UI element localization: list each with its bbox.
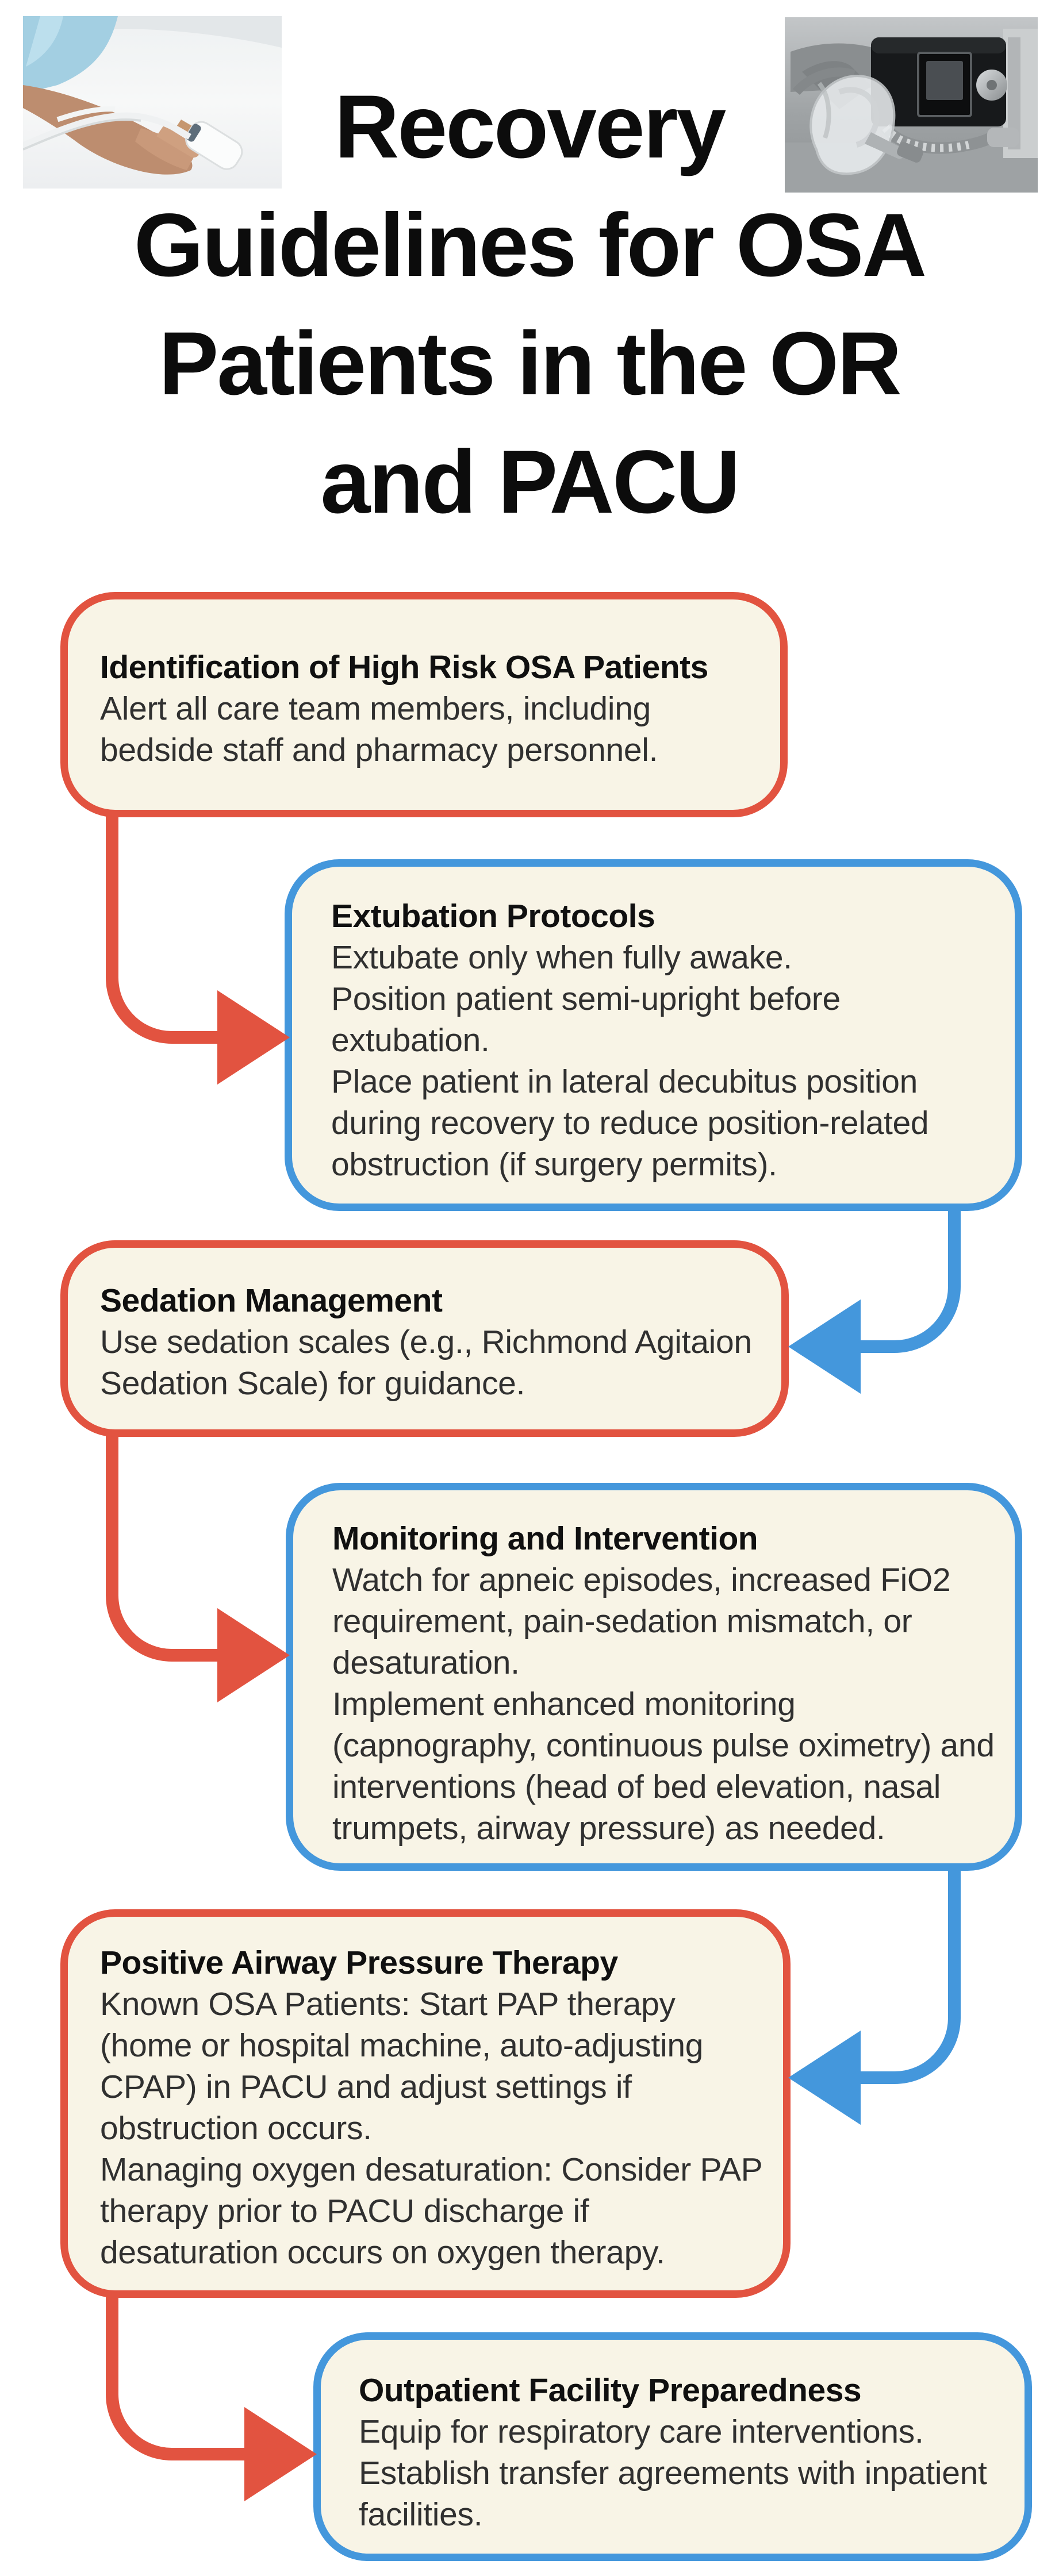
step-text: Place patient in lateral decubitus position during recovery to reduce position-related obstruction (if surgery permits). [331, 1063, 929, 1183]
arrow-right-icon [217, 990, 290, 1085]
page-title-line-3: Patients in the OR [159, 314, 900, 414]
step-text: Equip for respiratory care interventions. [359, 2413, 924, 2450]
step-text: Watch for apneic episodes, increased FiO2 requirement, pain-sedation mismatch, or desaturation. [332, 1562, 951, 1681]
step-text: Position patient semi-upright before extubation. [331, 981, 841, 1059]
step-text: Implement enhanced monitoring (capnography, continuous pulse oximetry) and interventions (head of bed elevation, nasal trumpets, airway pressure) as needed. [332, 1686, 995, 1847]
page-title-line-1: Recovery [334, 77, 725, 177]
step-text: Establish transfer agreements with inpatient facilities. [359, 2455, 987, 2533]
step-title: Extubation Protocols [331, 898, 655, 935]
connector-monitoring-to-pap [861, 1859, 961, 2084]
page-title-line-2: Guidelines for OSA [133, 195, 926, 295]
pulse-oximeter-hand-photo [23, 16, 282, 189]
step-box-outpatient [313, 2332, 1032, 2561]
step-text: Known OSA Patients: Start PAP therapy (home or hospital machine, auto-adjusting CPAP) in PACU and adjust settings if obstruction occurs. [100, 1986, 704, 2147]
cpap-machine-photo [785, 17, 1038, 193]
step-text: Alert all care team members, including bedside staff and pharmacy personnel. [100, 690, 658, 768]
arrow-left-icon [788, 1299, 861, 1394]
step-box-monitoring [286, 1483, 1022, 1871]
page-title-line-4: and PACU [320, 432, 739, 532]
connector-sedation-to-monitoring [106, 1424, 218, 1662]
step-title: Identification of High Risk OSA Patients [100, 649, 708, 686]
step-text: Use sedation scales (e.g., Richmond Agitaion Sedation Scale) for guidance. [100, 1324, 752, 1402]
connector-identification-to-extubation [106, 806, 218, 1044]
step-box-pap-therapy [60, 1909, 791, 2298]
connector-extubation-to-sedation [861, 1200, 961, 1353]
step-title: Monitoring and Intervention [332, 1520, 758, 1557]
step-box-extubation [285, 859, 1022, 1211]
step-box-identification [60, 592, 788, 817]
arrow-left-icon [788, 2031, 861, 2125]
arrow-right-icon [217, 1608, 290, 1702]
step-box-sedation [60, 1240, 789, 1437]
step-title: Sedation Management [100, 1282, 443, 1319]
connector-pap-to-outpatient [106, 2285, 245, 2460]
step-title: Positive Airway Pressure Therapy [100, 1944, 618, 1981]
step-text: Managing oxygen desaturation: Consider PAP therapy prior to PACU discharge if desaturation occurs on oxygen therapy. [100, 2151, 762, 2271]
step-text: Extubate only when fully awake. [331, 939, 792, 976]
step-title: Outpatient Facility Preparedness [359, 2372, 862, 2409]
arrow-right-icon [244, 2407, 317, 2501]
